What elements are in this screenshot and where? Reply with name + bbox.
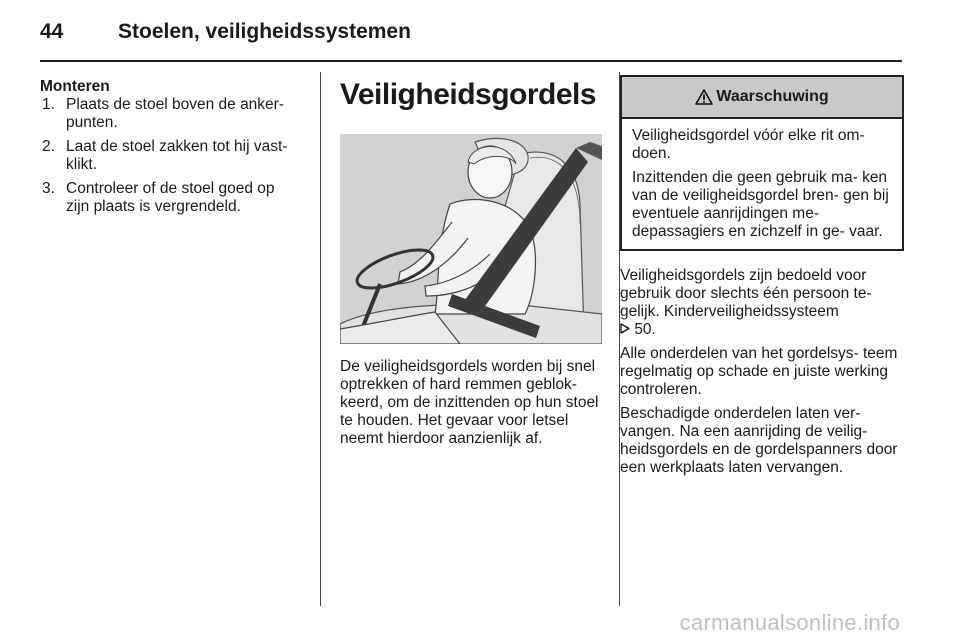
info-paragraph [620, 267, 902, 339]
seatbelt-driver-illustration [340, 134, 602, 344]
warning-box [620, 75, 904, 251]
page-reference-icon[interactable] [620, 323, 630, 334]
warning-header [622, 77, 902, 119]
warning-triangle-icon [695, 89, 713, 105]
list-item [40, 138, 302, 174]
step-text: Laat de stoel zakken tot hij vast- klikt. [66, 138, 288, 173]
step-number: 3. [42, 180, 55, 197]
info-paragraph: Beschadigde onderdelen laten ver- vangen. Na een aanrijding de veilig- heidsgordels en de gordelspanners door een werkplaats laten vervangen. [620, 405, 898, 476]
warning-paragraph: Veiligheidsgordel vóór elke rit om- doen. [632, 127, 865, 162]
list-item [40, 180, 302, 216]
warning-column [620, 70, 902, 477]
list-item [40, 96, 302, 132]
step-number: 1. [42, 96, 55, 113]
mounting-section [40, 78, 302, 222]
mounting-steps [40, 96, 302, 216]
page-number: 44 [40, 20, 64, 43]
header-divider [40, 60, 902, 62]
seatbelt-illustration-icon [340, 134, 602, 344]
chapter-title: Stoelen, veiligheidssystemen [118, 20, 411, 43]
page-header [40, 14, 902, 58]
seatbelts-section [338, 70, 602, 448]
info-text: Veiligheidsgordels zijn bedoeld voor gebruik door slechts één persoon te- gelijk. Kinderveiligheidssysteem [620, 267, 872, 320]
section-title: Veiligheidsgordels [340, 78, 597, 111]
step-number: 2. [42, 138, 55, 155]
step-text: Controleer of de stoel goed op zijn plaats is vergrendeld. [66, 180, 275, 215]
watermark: carmanualsonline.info [679, 610, 900, 635]
seatbelt-info [620, 267, 902, 477]
mounting-heading: Monteren [40, 78, 110, 95]
page-reference-link[interactable]: 50. [634, 321, 656, 338]
warning-body [622, 119, 902, 249]
warning-title: Waarschuwing [716, 88, 829, 105]
seatbelts-paragraph: De veiligheidsgordels worden bij snel optrekken of hard remmen geblok- keerd, om de inzittenden op hun stoel te houden. Het gevaar voor letsel neemt hierdoor aanzienlijk af. [340, 358, 599, 447]
info-paragraph: Alle onderdelen van het gordelsys- teem regelmatig op schade en juiste werking controleren. [620, 345, 898, 398]
step-text: Plaats de stoel boven de anker- punten. [66, 96, 284, 131]
warning-paragraph: Inzittenden die geen gebruik ma- ken van de veiligheidsgordel bren- gen bij eventuele aanrijdingen me- depassagiers en zichzelf in ge- vaar. [632, 169, 889, 240]
column-divider [320, 72, 321, 606]
